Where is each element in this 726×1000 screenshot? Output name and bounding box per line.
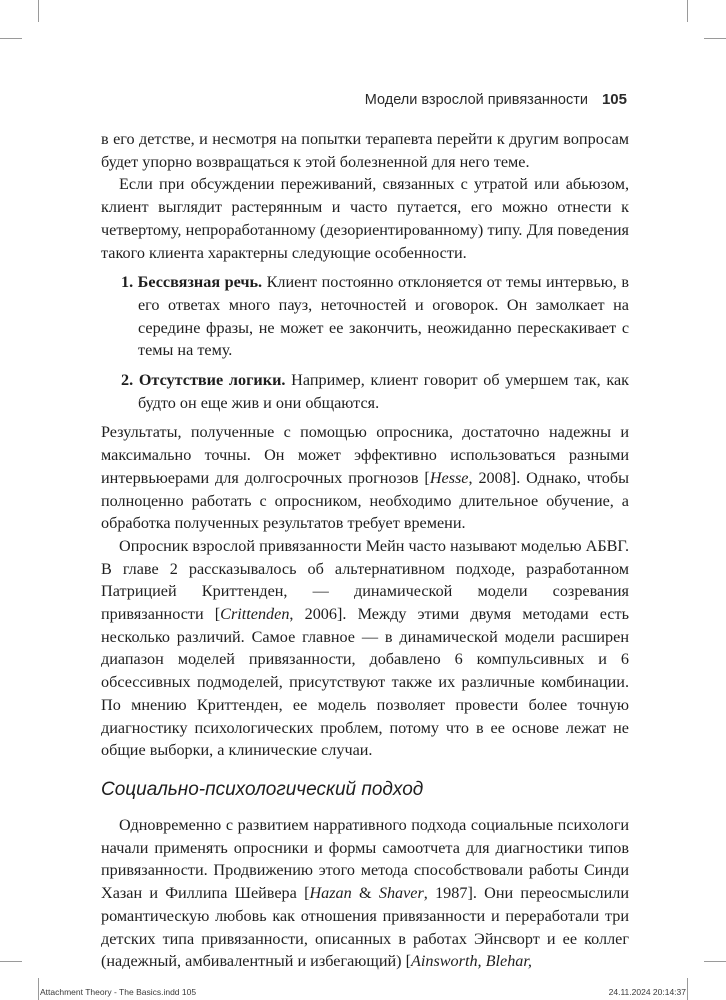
footer-file-slug: Attachment Theory - The Basics.indd 105 — [40, 987, 197, 997]
list-item-text: Клиент постоянно отклоняется от темы интервью, в его ответах много пауз, неточностей и оговорок. Он замолкает на середине фразы, не может ее закончить, неожиданно перескакивает с темы на тему. — [138, 273, 629, 360]
running-title: Модели взрослой привязанности — [364, 92, 588, 108]
footer-date-slug: 24.11.2024 20:14:37 — [608, 987, 686, 997]
list-item-term: Бессвязная речь. — [137, 273, 263, 292]
page-body — [101, 128, 629, 973]
running-header — [365, 91, 627, 108]
citation: Ainsworth, Blehar, — [410, 952, 532, 971]
citation: Hazan — [309, 884, 352, 903]
list-item-number: 1. — [121, 273, 134, 292]
text-run: Опросник взрослой привязанности Мейн часто называют моделью АБВГ. В главе 2 рассказывалось об альтернативном подходе, разработанном Патрицией Криттенден, — динамической модели созревания привязанности [ — [101, 536, 629, 624]
crop-mark-top-left-horizontal — [0, 38, 22, 39]
crop-mark-bottom-right-horizontal — [704, 961, 726, 962]
list-item-term: Отсутствие логики. — [138, 371, 286, 390]
list-item-number: 2. — [121, 371, 134, 390]
paragraph-disorganized-type: Если при обсуждении переживаний, связанных с утратой или абьюзом, клиент выглядит растерянным и часто путается, его можно отнести к четвертому, непроработанному (дезориентированному) типу. Для поведения такого клиента характерны следующие особенности. — [101, 175, 629, 262]
crop-mark-bottom-right-vertical — [687, 978, 688, 1000]
list-item — [101, 369, 629, 414]
text-run: , 2006]. Между этими двумя методами есть несколько различий. Самое главное — в динамической модели расширен диапазон моделей привязанности, добавлено 6 компульсивных и 6 обсессивных подмоделей, присутствуют также их различные комбинации. По мнению Криттенден, ее модель позволяет провести более точную диагностику психологических проблем, потому что в ее основе лежат не общие выборки, а клинические случаи. — [101, 605, 630, 760]
crop-mark-top-left-vertical — [38, 0, 39, 22]
section-heading: Социально-психологический подход — [101, 778, 424, 800]
page-number: 105 — [601, 91, 627, 108]
text-run: , 1987]. Они переосмыслили романтическую любовь как отношения привязанности и переработали три детских типа привязанности, описанных в работах Эйнсворт и ее коллег (надежный, амбивалентный и избегающий) [ — [101, 884, 630, 971]
list-item-text: Например, клиент говорит об умершем так, как будто он еще жив и они общаются. — [138, 371, 629, 412]
text-run: Одновременно с развитием нарративного подхода социальные психологи начали применять опросники и формы самоотчета для диагностики типов привязанности. Продвижению этого метода способствовали работы Синди Хазан и Филлипа Шейвера [ — [101, 815, 629, 903]
paragraph-reliability — [101, 421, 629, 535]
paragraph-social-approach — [101, 814, 629, 973]
paragraph-continued: в его детстве, и несмотря на попытки терапевта перейти к другим вопросам будет упорно возвращаться к этой болезненной для него теме. — [101, 130, 629, 171]
features-list — [101, 271, 629, 414]
citation: Shaver — [378, 884, 424, 903]
list-item — [101, 271, 629, 362]
crop-mark-bottom-left-vertical — [38, 978, 39, 1000]
crop-mark-top-right-vertical — [687, 0, 688, 22]
citation: Hesse — [429, 468, 469, 487]
crop-mark-bottom-left-horizontal — [0, 961, 22, 962]
text-run: Результаты, полученные с помощью опросника, достаточно надежны и максимально точны. Он может эффективно использоваться разными интервьюерами для долгосрочных прогнозов [ — [101, 423, 629, 487]
text-run: & — [351, 884, 379, 903]
crop-mark-top-right-horizontal — [704, 38, 726, 39]
paragraph-dmm — [101, 535, 629, 762]
text-run: , 2008]. Однако, чтобы полноценно работать с опросником, необходимо длительное обучение, а обработка полученных результатов требует времени. — [101, 468, 629, 533]
citation: Crittenden — [220, 605, 290, 624]
